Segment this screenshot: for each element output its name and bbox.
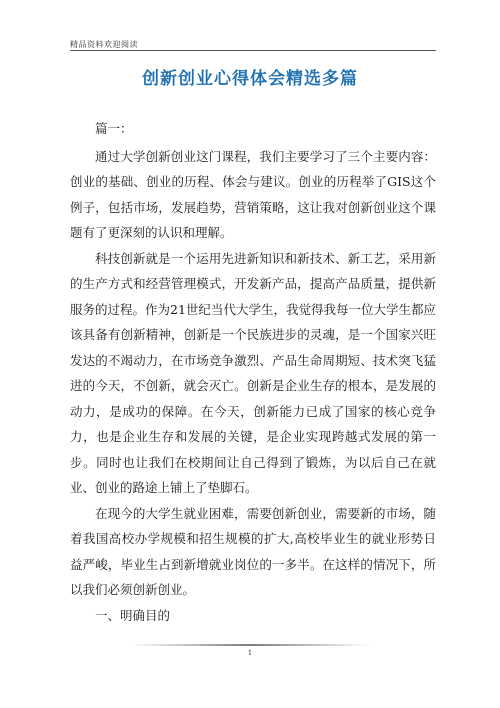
page-footer	[0, 638, 500, 668]
document-body	[70, 116, 436, 628]
footer-rule	[130, 644, 370, 646]
section-heading-part-one: 篇一：	[95, 121, 133, 136]
subsection-heading: 一、明确目的	[95, 607, 171, 623]
page-header	[70, 36, 436, 54]
body-paragraph: 科技创新就是一个运用先进新知识和新技术、新工艺，采用新的生产方式和经营管理模式，开发新产品，提高产品质量，提供新服务的过程。作为21世纪当代大学生，我觉得我每一位大学生都应该具备有创新精神，创新是一个民族进步的灵魂，是一个国家兴旺发达的不竭动力，在市场竞争激烈、产品生命周期短、技术突飞猛进的今天，不创新，就会灭亡。创新是企业生存的根本，是发展的动力，是成功的保障。在今天，创新能力已成了国家的核心竞争力，也是企业生存和发展的关键，是企业实现跨越式发展的第一步。同时也让我们在校期间让自己得到了锻炼，为以后自己在就业、创业的路途上铺上了垫脚石。	[70, 250, 436, 495]
document-title: 创新创业心得体会精选多篇	[142, 69, 358, 89]
header-rule	[70, 50, 436, 51]
page-number: 1	[247, 649, 253, 657]
body-paragraph: 在现今的大学生就业困难，需要创新创业，需要新的市场，随着我国高校办学规模和招生规模的扩大,高校毕业生的就业形势日益严峻，毕业生占到新增就业岗位的一多半。在这样的情况下，所以我们必须创新创业。	[70, 505, 436, 597]
header-text: 精品资料欢迎阅读	[70, 40, 138, 49]
body-paragraph: 通过大学创新创业这门课程，我们主要学习了三个主要内容：创业的基础、创业的历程、体会与建议。创业的历程举了GIS这个例子，包括市场，发展趋势，营销策略，这让我对创新创业这个课题有了更深刻的认识和理解。	[70, 148, 436, 240]
